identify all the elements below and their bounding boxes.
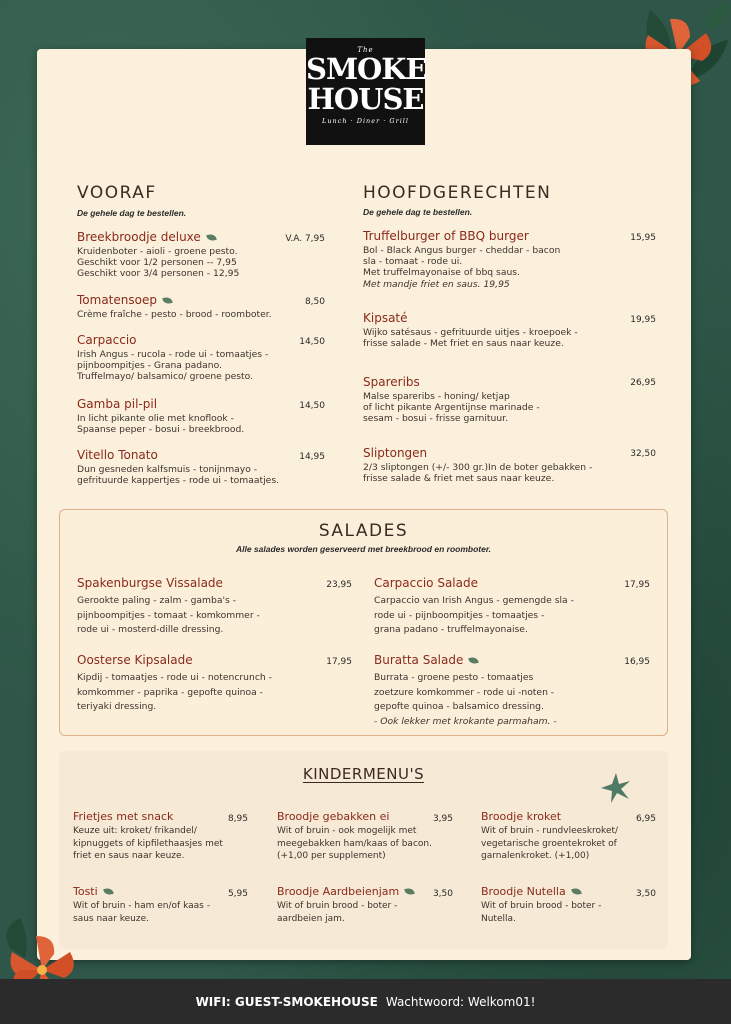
item-price: V.A. 7,95 <box>285 234 325 244</box>
item-price: 8,50 <box>304 297 325 307</box>
item-name: Spareribs <box>363 375 420 389</box>
menu-item <box>77 576 327 638</box>
item-name: Broodje kroket <box>481 810 562 823</box>
item-name: Broodje gebakken ei <box>277 810 390 823</box>
item-desc: Burrata - groene pesto - tomaatjes <box>374 672 534 683</box>
item-desc: grana padano - truffelmayonaise. <box>374 624 528 635</box>
hoofdgerechten-subtitle: De gehele dag te bestellen. <box>363 207 473 217</box>
item-desc: Nutella. <box>481 913 516 924</box>
item-price: 14,50 <box>299 337 325 347</box>
item-desc: of licht pikante Argentijnse marinade - <box>363 402 540 414</box>
item-price: 16,95 <box>624 657 650 667</box>
item-desc: gepofte quinoa - balsamico dressing. <box>374 701 544 712</box>
item-desc: teriyaki dressing. <box>77 701 157 712</box>
item-desc: Truffelmayo/ balsamico/ groene pesto. <box>77 371 254 383</box>
menu-item <box>374 576 624 638</box>
item-desc: meegebakken ham/kaas of bacon. <box>277 838 432 849</box>
salades-subtitle: Alle salades worden geserveerd met breekbrood en roomboter. <box>235 544 492 554</box>
item-desc: In licht pikante olie met knoflook - <box>77 413 234 424</box>
vegetarian-leaf-icon <box>206 232 217 241</box>
item-price: 3,50 <box>432 889 453 899</box>
item-desc: 2/3 sliptongen (+/- 300 gr.)In de boter gebakken - <box>363 462 593 473</box>
item-name: Vitello Tonato <box>77 448 158 462</box>
logo-house: HOUSE <box>307 82 424 116</box>
item-name: Gamba pil-pil <box>77 397 158 411</box>
item-desc: sla - tomaat - rode ui. <box>363 256 463 268</box>
item-name: Carpaccio Salade <box>374 576 478 590</box>
item-price: 14,50 <box>299 401 325 411</box>
item-price: 5,95 <box>227 889 248 899</box>
item-desc: Geschikt voor 3/4 personen - 12,95 <box>77 268 240 280</box>
item-desc: rode ui - mosterd-dille dressing. <box>77 624 224 635</box>
item-price: 32,50 <box>630 449 656 459</box>
logo-the: The <box>357 46 374 54</box>
item-desc: Irish Angus - rucola - rode ui - tomaatjes - <box>77 349 269 360</box>
item-desc: Dun gesneden kalfsmuis - tonijnmayo - <box>77 464 258 475</box>
item-name: Truffelburger of BBQ burger <box>363 229 529 243</box>
item-name: Carpaccio <box>77 333 137 347</box>
item-desc: Spaanse peper - bosui - breekbrood. <box>77 424 245 436</box>
item-desc: pijnboompitjes - tomaat - komkommer - <box>77 609 260 621</box>
item-name: Sliptongen <box>363 446 428 460</box>
item-desc: rode ui - pijnboompitjes - tomaatjes - <box>374 609 545 621</box>
item-name: Tomatensoep <box>77 293 157 307</box>
item-desc: friet en saus naar keuze. <box>73 851 185 861</box>
menu-item <box>363 375 623 425</box>
item-name: Tosti <box>73 885 98 898</box>
item-name: Broodje Aardbeienjam <box>277 885 400 898</box>
item-desc: pijnboompitjes - Grana padano. <box>77 360 222 372</box>
vegetarian-leaf-icon <box>404 887 415 896</box>
item-desc: Keuze uit: kroket/ frikandel/ <box>73 826 197 836</box>
hoofdgerechten-title: HOOFDGERECHTEN <box>363 183 552 203</box>
vooraf-subtitle: De gehele dag te bestellen. <box>77 208 187 218</box>
item-desc: sesam - bosui - frisse garnituur. <box>363 413 508 425</box>
vegetarian-leaf-icon <box>162 295 173 304</box>
logo-tagline: Lunch · Diner · Grill <box>322 117 409 125</box>
item-price: 14,95 <box>299 452 325 462</box>
item-desc: Wit of bruin - ham en/of kaas - <box>73 901 210 911</box>
item-price: 19,95 <box>630 315 656 325</box>
item-desc: Gerookte paling - zalm - gamba's - <box>77 595 236 606</box>
item-note: - Ook lekker met krokante parmaham. - <box>374 715 557 727</box>
item-desc: Kipdij - tomaatjes - rode ui - notencrunch - <box>77 672 272 683</box>
item-price: 3,50 <box>635 889 656 899</box>
vooraf-title: VOORAF <box>77 183 157 203</box>
wifi-label: WIFI: GUEST-SMOKEHOUSE <box>195 994 378 1009</box>
smokehouse-logo <box>306 38 425 145</box>
logo-smoke: SMOKE <box>306 52 427 86</box>
item-desc: komkommer - paprika - gepofte quinoa - <box>77 686 263 698</box>
item-price: 6,95 <box>635 814 656 824</box>
item-desc: aardbeien jam. <box>277 913 345 924</box>
item-name: Buratta Salade <box>374 653 464 667</box>
item-desc: Met truffelmayonaise of bbq saus. <box>363 267 520 279</box>
item-desc: Crème fraîche - pesto - brood - roomboter. <box>77 309 272 320</box>
item-desc: Wit of bruin - rundvleeskroket/ <box>481 826 619 836</box>
item-desc: Malse spareribs - honing/ ketjap <box>363 391 510 402</box>
item-price: 8,95 <box>227 814 248 824</box>
item-desc: kipnuggets of kipfilethaasjes met <box>73 838 223 849</box>
item-desc: gefrituurde kappertjes - rode ui - tomaatjes. <box>77 475 280 487</box>
menu-item <box>77 653 327 715</box>
item-desc: Carpaccio van Irish Angus - gemengde sla - <box>374 595 574 606</box>
item-price: 23,95 <box>326 580 352 590</box>
item-name: Broodje Nutella <box>481 885 566 898</box>
item-desc: Wit of bruin brood - boter - <box>277 901 398 911</box>
wifi-password: Wachtwoord: Welkom01! <box>385 994 536 1009</box>
star-icon <box>599 771 633 805</box>
vegetarian-leaf-icon <box>571 887 582 896</box>
item-desc: (+1,00 per supplement) <box>277 851 386 861</box>
wifi-bar <box>0 979 731 1024</box>
salades-title: SALADES <box>318 521 409 541</box>
item-desc: saus naar keuze. <box>73 913 150 924</box>
menu-item <box>363 311 623 349</box>
item-desc: vegetarische groentekroket of <box>481 838 617 849</box>
item-price: 3,95 <box>432 814 453 824</box>
item-price: 17,95 <box>624 580 650 590</box>
item-desc: frisse salade - Met friet en saus naar keuze. <box>363 338 564 350</box>
item-price: 17,95 <box>326 657 352 667</box>
item-name: Frietjes met snack <box>73 810 174 823</box>
menu-item <box>374 653 634 729</box>
item-name: Oosterse Kipsalade <box>77 653 193 667</box>
item-desc: Kruidenboter - aioli - groene pesto. <box>77 246 238 257</box>
item-desc: Wit of bruin brood - boter - <box>481 901 602 911</box>
item-name: Kipsaté <box>363 311 408 325</box>
menu-item <box>363 229 623 290</box>
item-desc: Wijko satésaus - gefrituurde uitjes - kroepoek - <box>363 327 578 338</box>
menu-item <box>363 446 623 484</box>
vegetarian-leaf-icon <box>469 655 480 664</box>
item-price: 26,95 <box>630 378 656 388</box>
item-note: Met mandje friet en saus. 19,95 <box>363 278 510 290</box>
item-name: Breekbroodje deluxe <box>77 230 201 244</box>
item-price: 15,95 <box>630 233 656 243</box>
item-desc: frisse salade & friet met saus naar keuze. <box>363 473 555 485</box>
kindermenu-title: KINDERMENU'S <box>302 765 425 783</box>
item-desc: Bol - Black Angus burger - cheddar - bacon <box>363 245 561 256</box>
item-desc: garnalenkroket. (+1,00) <box>481 851 590 861</box>
item-desc: Geschikt voor 1/2 personen -- 7,95 <box>77 257 237 269</box>
item-desc: Wit of bruin - ook mogelijk met <box>277 826 417 836</box>
vegetarian-leaf-icon <box>103 887 114 896</box>
item-desc: zoetzure komkommer - rode ui -noten - <box>374 686 555 698</box>
item-name: Spakenburgse Vissalade <box>77 576 223 590</box>
